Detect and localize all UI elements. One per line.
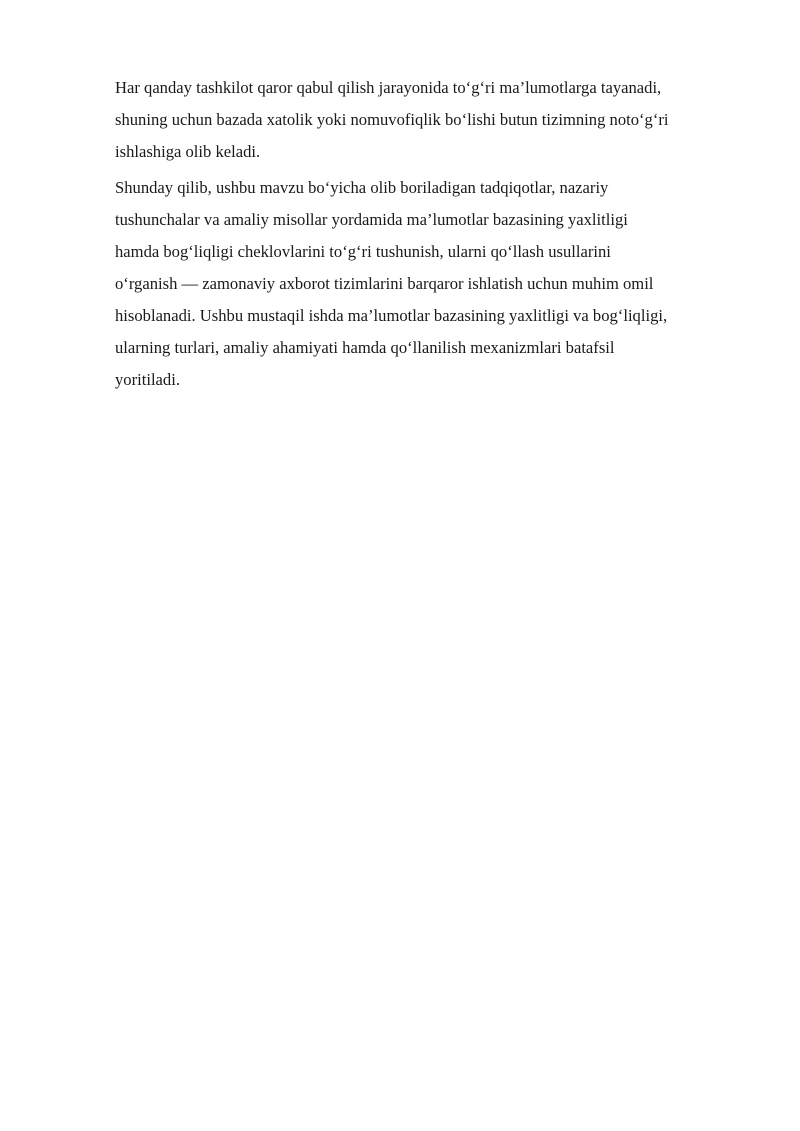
text-line: tushunchalar va amaliy misollar yordamida ma’lumotlar bazasining yaxlitligi xyxy=(115,210,628,229)
text-line: Har qanday tashkilot qaror qabul qilish jarayonida to‘g‘ri ma’lumotlarga tayanadi, xyxy=(115,78,662,97)
document-body xyxy=(115,72,755,396)
text-line: hamda bog‘liqligi cheklovlarini to‘g‘ri tushunish, ularni qo‘llash usullarini xyxy=(115,242,611,261)
paragraph-1 xyxy=(115,72,755,168)
text-line: Shunday qilib, ushbu mavzu bo‘yicha olib boriladigan tadqiqotlar, nazariy xyxy=(115,178,609,197)
text-line: o‘rganish — zamonaviy axborot tizimlarini barqaror ishlatish uchun muhim omil xyxy=(115,274,654,293)
text-line: yoritiladi. xyxy=(115,370,180,389)
text-line: ularning turlari, amaliy ahamiyati hamda qo‘llanilish mexanizmlari batafsil xyxy=(115,338,615,357)
paragraph-2 xyxy=(115,172,755,396)
text-line: ishlashiga olib keladi. xyxy=(115,142,261,161)
text-line: shuning uchun bazada xatolik yoki nomuvofiqlik bo‘lishi butun tizimning noto‘g‘ri xyxy=(115,110,669,129)
text-line: hisoblanadi. Ushbu mustaqil ishda ma’lumotlar bazasining yaxlitligi va bog‘liqligi, xyxy=(115,306,668,325)
